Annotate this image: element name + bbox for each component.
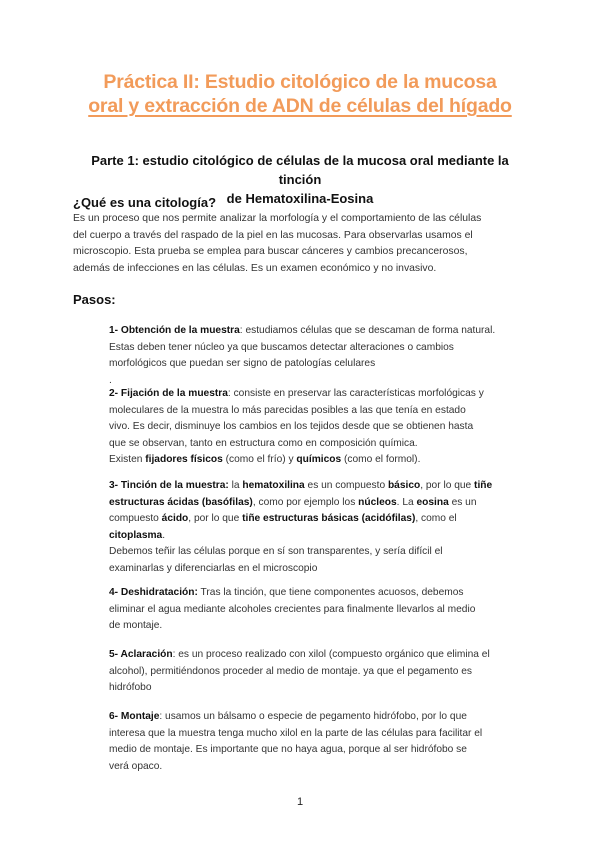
step-3-bold: tiñe estructuras básicas (acidófilas): [242, 513, 416, 524]
step-4-text: eliminar el agua mediante alcoholes crecientes para finalmente llevarlos al medio: [109, 603, 476, 615]
intro-line: del cuerpo a través del raspado de la piel en las mucosas. Para observarlas usamos el: [73, 229, 473, 241]
intro-paragraph: [73, 211, 543, 277]
step-3-bold: estructuras ácidas (basófilas): [109, 496, 253, 508]
subtitle-line-2: de Hematoxilina-Eosina: [226, 191, 374, 206]
step-1: [109, 323, 539, 389]
step-2: [109, 386, 539, 469]
step-2-bold: químicos: [296, 454, 342, 465]
step-5-text: : es un proceso realizado con xilol (compuesto orgánico que elimina el: [172, 649, 490, 660]
step-2-bold: fijadores físicos: [145, 454, 223, 465]
step-4-title: 4- Deshidratación:: [109, 587, 198, 598]
intro-line: microscopio. Esta prueba se emplea para buscar cánceres y cambios precancerosos,: [73, 246, 468, 257]
step-5-text: alcohol), permitiéndonos proceder al medio de montaje. ya que el pegamento es: [109, 665, 473, 677]
steps-heading: Pasos:: [73, 292, 116, 307]
step-1-text: morfológicos que puedan ser signo de patologías celulares: [109, 358, 376, 369]
step-3-text: es un compuesto: [304, 480, 388, 491]
step-3: [109, 478, 539, 577]
step-3-bold: ácido: [161, 513, 189, 524]
step-6-text: : usamos un bálsamo o especie de pegamento hidrófobo, por lo que: [159, 711, 467, 722]
step-2-text: que se observan, tanto en estructura como en composición química.: [109, 437, 418, 449]
step-3-text: . La: [396, 496, 417, 508]
step-3-text: Debemos teñir las células porque en sí son transparentes, y sería difícil el: [109, 546, 443, 557]
step-3-text: , por lo que: [420, 480, 475, 491]
step-3-text: .: [162, 529, 166, 541]
step-2-text: : consiste en preservar las características morfológicas y: [227, 388, 484, 399]
subtitle-line-1: Parte 1: estudio citológico de células de la mucosa oral mediante la tinción: [91, 153, 509, 187]
question-heading: ¿Qué es una citología?: [73, 195, 217, 210]
step-3-text: es un: [448, 496, 477, 508]
step-5-text: hidrófobo: [109, 682, 152, 693]
step-2-text: Existen: [109, 454, 146, 465]
step-6-title: 6- Montaje: [109, 711, 160, 722]
step-6-text: verá opaco.: [109, 760, 163, 772]
intro-line: Es un proceso que nos permite analizar la morfología y el comportamiento de las células: [73, 213, 482, 224]
step-3-bold: citoplasma: [109, 529, 163, 541]
step-3-text: , como el: [415, 513, 457, 524]
step-2-text: vivo. Es decir, disminuye los cambios en los tejidos desde que se obtienen hasta: [109, 421, 474, 432]
step-6-text: interesa que la muestra tenga mucho xilol en la parte de las células para facilitar el: [109, 727, 483, 739]
step-3-bold: eosina: [416, 496, 449, 508]
step-6-text: medio de montaje. Es importante que no haya agua, porque al ser hidrófobo se: [109, 744, 467, 755]
step-2-text: (como el formol).: [341, 454, 421, 465]
step-1-text: Estas deben tener núcleo ya que buscamos detectar alteraciones o cambios: [109, 341, 454, 353]
step-3-title: 3- Tinción de la muestra:: [109, 480, 229, 491]
step-1-title: 1- Obtención de la muestra: [109, 325, 240, 336]
step-2-title: 2- Fijación de la muestra: [109, 388, 228, 399]
step-3-bold: núcleos: [358, 496, 397, 508]
title-line-2: oral y extracción de ADN de células del hígado: [88, 95, 512, 117]
step-5: [109, 647, 539, 697]
step-1-text: : estudiamos células que se descaman de forma natural.: [239, 325, 496, 336]
step-2-text: moleculares de la muestra lo más parecidas posibles a las que tenía en estado: [109, 404, 466, 416]
step-1-text: .: [109, 374, 112, 386]
step-3-bold: tiñe: [474, 480, 493, 491]
step-3-text: , por lo que: [188, 513, 243, 524]
step-3-text: la: [228, 480, 243, 491]
intro-line: además de infecciones en las células. Es un examen económico y no invasivo.: [73, 262, 437, 274]
step-4-text: Tras la tinción, que tiene componentes acuosos, debemos: [197, 587, 464, 598]
step-3-text: examinarlas y diferenciarlas en el microscopio: [109, 562, 318, 574]
step-2-text: (como el frío) y: [222, 454, 297, 465]
step-3-text: , como por ejemplo los: [252, 496, 359, 508]
step-6: [109, 709, 539, 775]
title-line-1: Práctica II: Estudio citológico de la mucosa: [103, 71, 497, 93]
step-3-bold: básico: [387, 480, 421, 491]
page-number: 1: [296, 796, 304, 808]
step-4-text: de montaje.: [109, 620, 163, 631]
step-3-bold: hematoxilina: [242, 480, 305, 491]
document-title: [60, 70, 540, 118]
step-4: [109, 585, 539, 635]
step-5-title: 5- Aclaración: [109, 649, 173, 660]
step-3-text: compuesto: [109, 513, 162, 524]
